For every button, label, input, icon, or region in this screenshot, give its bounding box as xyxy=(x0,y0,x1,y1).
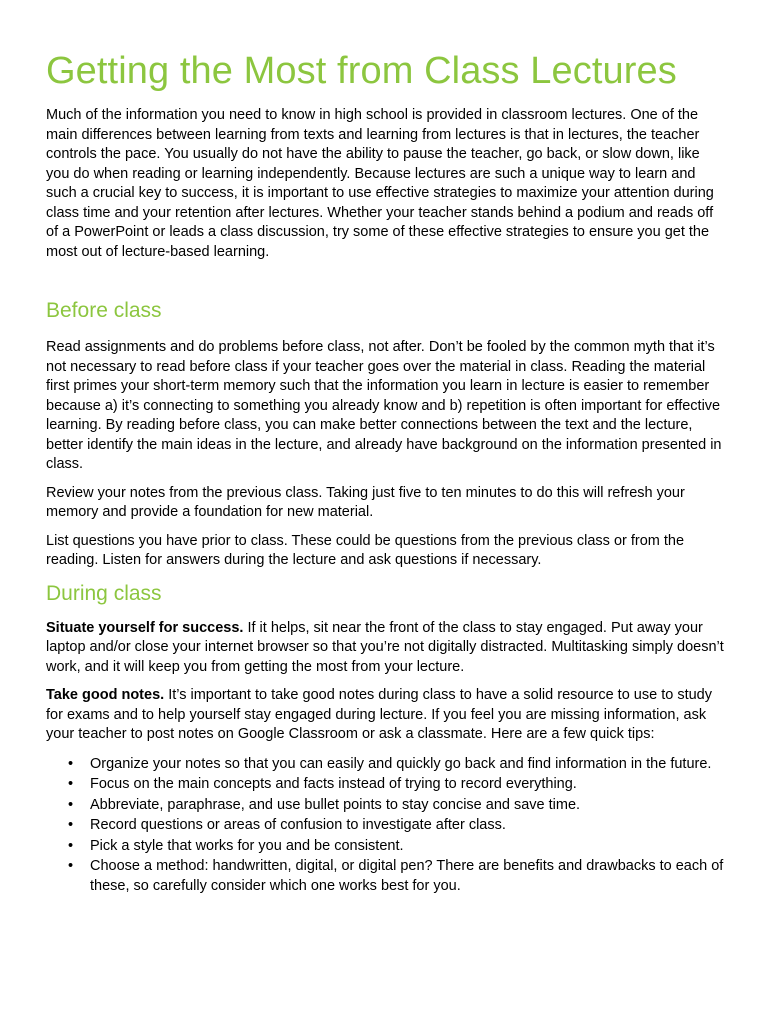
bullet-icon: • xyxy=(68,796,74,813)
before-class-paragraph: Read assignments and do problems before class, not after. Don’t be fooled by the common myth that it’s not necessary to read before class if your teacher goes over the material in class. Reading the material first primes your short-term memory such that the information you learn in lecture is easier to remember because a) it’s connecting to something you already know and b) repetition is often important for effective learning. By reading before class, you can make better connections between the text and the lecture, better identify the main ideas in the lecture, and already have background on the information presented in class. xyxy=(46,339,722,472)
notes-text: It’s important to take good notes during class to have a solid resource to use to study for exams and to help yourself stay engaged during lecture. If you feel you are missing information, ask your teacher to post notes on Google Classroom or ask a classmate. Here are a few quick tips: xyxy=(46,687,712,742)
during-class-heading: During class xyxy=(46,581,162,605)
bullet-icon: • xyxy=(68,858,74,874)
tips-list xyxy=(46,755,726,897)
list-item xyxy=(46,837,726,857)
before-class-paragraph: Review your notes from the previous class. Taking just five to ten minutes to do this will refresh your memory and provide a foundation for new material. xyxy=(46,484,685,520)
bullet-icon: • xyxy=(68,755,74,772)
tip-text: Choose a method: handwritten, digital, or digital pen? There are benefits and drawbacks to each of these, so carefully consider which one works best for you. xyxy=(90,858,724,894)
document-page xyxy=(46,48,726,897)
before-class-paragraph: List questions you have prior to class. These could be questions from the previous class or from the reading. Listen for answers during the lecture and ask questions if necessary. xyxy=(46,532,685,568)
list-item xyxy=(46,796,726,816)
notes-paragraph xyxy=(46,686,726,745)
tip-text: Abbreviate, paraphrase, and use bullet points to stay concise and save time. xyxy=(90,796,581,813)
situate-paragraph xyxy=(46,619,726,678)
tip-text: Pick a style that works for you and be consistent. xyxy=(90,837,404,854)
list-item xyxy=(46,775,726,795)
situate-text: If it helps, sit near the front of the class to stay engaged. Put away your laptop and/or close your internet browser so that you’re not digitally distracted. Multitasking simply doesn’t work, and it will keep you from getting the most from your lecture. xyxy=(46,619,724,675)
list-item xyxy=(46,857,726,896)
list-item xyxy=(46,755,726,775)
bullet-icon: • xyxy=(68,837,74,854)
list-item xyxy=(46,816,726,836)
tip-text: Focus on the main concepts and facts instead of trying to record everything. xyxy=(90,776,577,792)
intro-paragraph: Much of the information you need to know in high school is provided in classroom lectures. One of the main differences between learning from texts and learning from lectures is that in lectures, the teacher controls the pace. You usually do not have the ability to pause the teacher, go back, or slow down, like you do when reading or learning independently. Because lectures are such a unique way to learn and such a crucial key to success, it is important to use effective strategies to maximize your attention during class time and your retention after lectures. Whether your teacher stands behind a podium and reads off of a PowerPoint or leads a class discussion, try some of these effective strategies to ensure you get the most out of lecture-based learning. xyxy=(46,107,714,260)
situate-lead: Situate yourself for success. xyxy=(46,619,244,636)
bullet-icon: • xyxy=(68,817,74,833)
bullet-icon: • xyxy=(68,776,74,792)
tip-text: Record questions or areas of confusion to investigate after class. xyxy=(90,817,506,833)
notes-lead: Take good notes. xyxy=(46,687,165,703)
tip-text: Organize your notes so that you can easily and quickly go back and find information in the future. xyxy=(90,755,712,772)
before-class-heading: Before class xyxy=(46,299,162,322)
page-title: Getting the Most from Class Lectures xyxy=(46,50,677,92)
